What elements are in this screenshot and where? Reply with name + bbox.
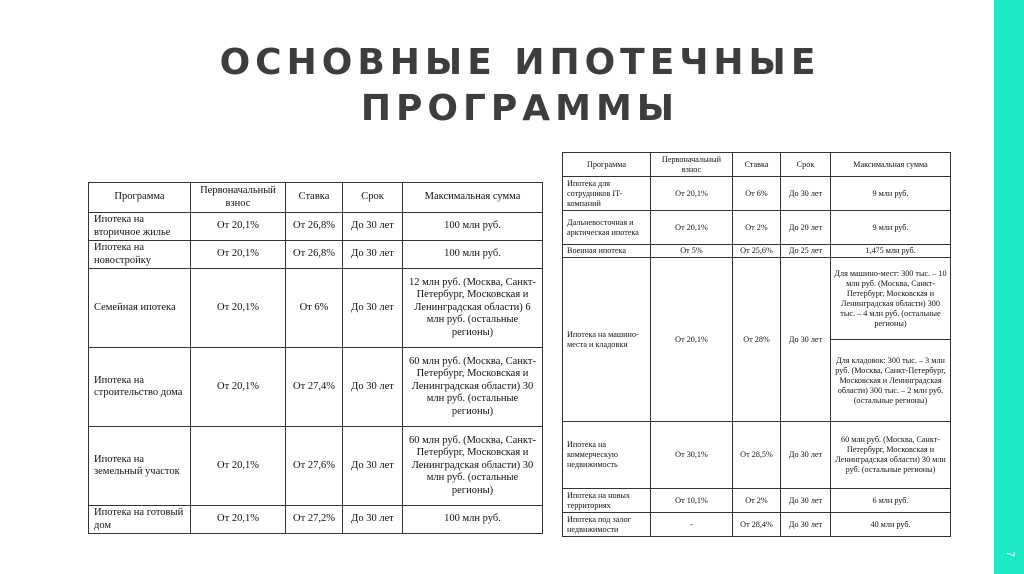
table-row <box>563 422 951 489</box>
header-cell: Максимальная сумма <box>403 183 543 213</box>
table-row <box>563 177 951 211</box>
down-payment-cell: От 20,1% <box>191 241 286 269</box>
header-cell: Программа <box>89 183 191 213</box>
down-payment-cell: От 20,1% <box>651 258 733 422</box>
term-cell: До 25 лет <box>781 245 831 258</box>
table-row <box>89 269 543 348</box>
max-amount-cell: 40 млн руб. <box>831 513 951 537</box>
term-cell: До 30 лет <box>343 427 403 506</box>
slide-title-line-1: ОСНОВНЫЕ ИПОТЕЧНЫЕ <box>219 42 821 83</box>
term-cell: До 30 лет <box>343 241 403 269</box>
max-amount-cell: 9 млн руб. <box>831 177 951 211</box>
page-number: 7 <box>1004 550 1016 558</box>
rate-cell: От 6% <box>733 177 781 211</box>
down-payment-cell: От 20,1% <box>191 506 286 534</box>
max-amount-cell: 100 млн руб. <box>403 241 543 269</box>
table-row <box>563 489 951 513</box>
max-amount-cell: 6 млн руб. <box>831 489 951 513</box>
rate-cell: От 28,4% <box>733 513 781 537</box>
left-mortgage-table <box>88 182 543 534</box>
max-amount-cell: 60 млн руб. (Москва, Санкт-Петербург, Московская и Ленинградская области) 30 млн руб. (остальные регионы) <box>403 348 543 427</box>
down-payment-cell: От 20,1% <box>191 348 286 427</box>
rate-cell: От 2% <box>733 211 781 245</box>
program-cell: Ипотека на новостройку <box>89 241 191 269</box>
program-cell: Ипотека на машино-места и кладовки <box>563 258 651 422</box>
header-cell: Программа <box>563 153 651 177</box>
down-payment-cell: От 20,1% <box>651 211 733 245</box>
term-cell: До 30 лет <box>343 348 403 427</box>
term-cell: До 30 лет <box>343 269 403 348</box>
table-row <box>89 241 543 269</box>
max-amount-cell: 100 млн руб. <box>403 213 543 241</box>
rate-cell: От 27,2% <box>286 506 343 534</box>
table-row <box>563 258 951 340</box>
program-cell: Ипотека на новых территориях <box>563 489 651 513</box>
max-amount-cell: 12 млн руб. (Москва, Санкт-Петербург, Московская и Ленинградская области) 6 млн руб. (остальные регионы) <box>403 269 543 348</box>
table-row <box>89 506 543 534</box>
table-row <box>89 348 543 427</box>
table-row <box>89 427 543 506</box>
max-amount-cell: 100 млн руб. <box>403 506 543 534</box>
program-cell: Ипотека на строительство дома <box>89 348 191 427</box>
slide-title <box>150 40 890 132</box>
term-cell: До 30 лет <box>343 213 403 241</box>
table-row <box>563 211 951 245</box>
program-cell: Ипотека на вторичное жилье <box>89 213 191 241</box>
max-amount-cell: Для кладовок: 300 тыс. – 3 млн руб. (Москва, Санкт-Петербург, Московская и Ленинградская области) 300 тыс. – 2 млн руб. (остальные регионы) <box>831 340 951 422</box>
header-cell: Ставка <box>733 153 781 177</box>
table-header-row <box>563 153 951 177</box>
table-header-row <box>89 183 543 213</box>
down-payment-cell: От 20,1% <box>191 269 286 348</box>
accent-bar <box>994 0 1024 574</box>
max-amount-cell: 1,475 млн руб. <box>831 245 951 258</box>
term-cell: До 30 лет <box>781 258 831 422</box>
max-amount-cell: Для машино-мест: 300 тыс. – 10 млн руб. (Москва, Санкт-Петербург, Московская и Ленинградская области) 300 тыс. – 4 млн руб. (остальные регионы) <box>831 258 951 340</box>
right-mortgage-table <box>562 152 951 537</box>
max-amount-cell: 60 млн руб. (Москва, Санкт-Петербург, Московская и Ленинградская области) 30 млн руб. (остальные регионы) <box>831 422 951 489</box>
max-amount-cell: 60 млн руб. (Москва, Санкт-Петербург, Московская и Ленинградская области) 30 млн руб. (остальные регионы) <box>403 427 543 506</box>
rate-cell: От 27,4% <box>286 348 343 427</box>
rate-cell: От 28% <box>733 258 781 422</box>
down-payment-cell: От 20,1% <box>191 213 286 241</box>
rate-cell: От 6% <box>286 269 343 348</box>
rate-cell: От 28,5% <box>733 422 781 489</box>
program-cell: Ипотека на коммерческую недвижимость <box>563 422 651 489</box>
header-cell: Срок <box>781 153 831 177</box>
program-cell: Ипотека на готовый дом <box>89 506 191 534</box>
term-cell: До 20 лет <box>781 211 831 245</box>
down-payment-cell: От 30,1% <box>651 422 733 489</box>
down-payment-cell: От 20,1% <box>191 427 286 506</box>
slide-title-line-2: ПРОГРАММЫ <box>360 88 680 129</box>
header-cell: Срок <box>343 183 403 213</box>
rate-cell: От 26,8% <box>286 241 343 269</box>
term-cell: До 30 лет <box>343 506 403 534</box>
header-cell: Максимальная сумма <box>831 153 951 177</box>
table-row <box>563 245 951 258</box>
term-cell: До 30 лет <box>781 177 831 211</box>
term-cell: До 30 лет <box>781 422 831 489</box>
term-cell: До 30 лет <box>781 513 831 537</box>
program-cell: Ипотека для сотрудников IT-компаний <box>563 177 651 211</box>
term-cell: До 30 лет <box>781 489 831 513</box>
rate-cell: От 26,8% <box>286 213 343 241</box>
program-cell: Ипотека на земельный участок <box>89 427 191 506</box>
down-payment-cell: От 10,1% <box>651 489 733 513</box>
program-cell: Дальневосточная и арктическая ипотека <box>563 211 651 245</box>
header-cell: Первоначальный взнос <box>191 183 286 213</box>
rate-cell: От 27,6% <box>286 427 343 506</box>
program-cell: Семейная ипотека <box>89 269 191 348</box>
program-cell: Ипотека под залог недвижимости <box>563 513 651 537</box>
down-payment-cell: - <box>651 513 733 537</box>
down-payment-cell: От 5% <box>651 245 733 258</box>
rate-cell: От 25,6% <box>733 245 781 258</box>
program-cell: Военная ипотека <box>563 245 651 258</box>
header-cell: Ставка <box>286 183 343 213</box>
down-payment-cell: От 20,1% <box>651 177 733 211</box>
table-row <box>89 213 543 241</box>
header-cell: Первоначальный взнос <box>651 153 733 177</box>
table-row <box>563 513 951 537</box>
rate-cell: От 2% <box>733 489 781 513</box>
max-amount-cell: 9 млн руб. <box>831 211 951 245</box>
